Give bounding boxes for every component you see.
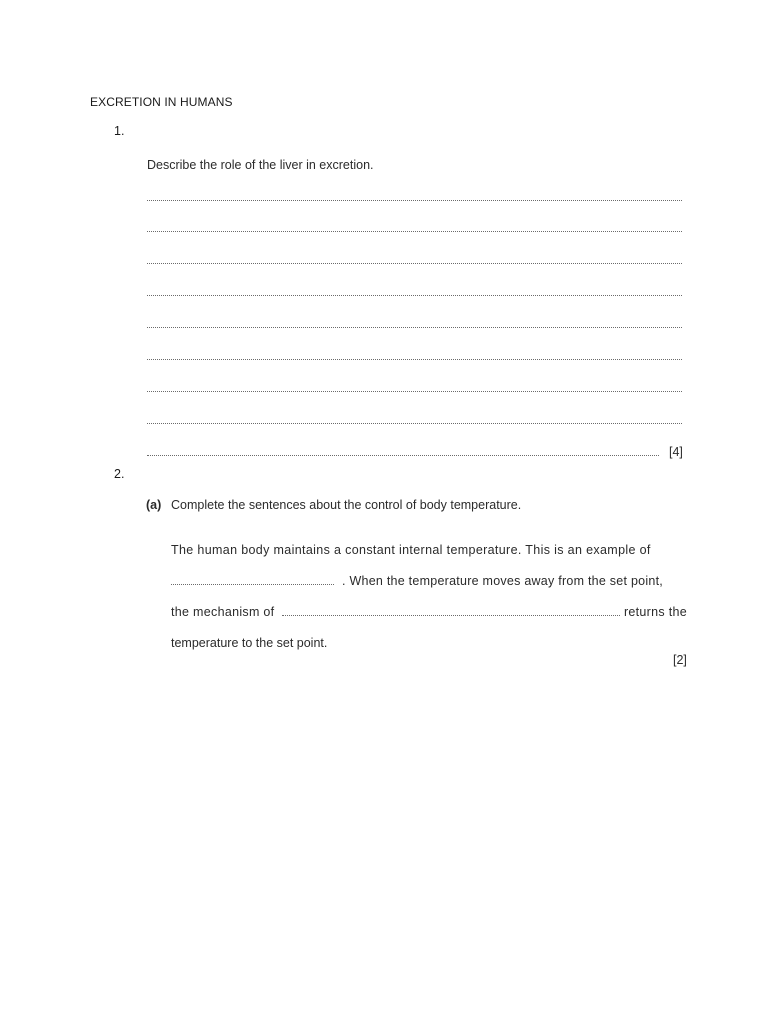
paragraph-line-1-text: The human body maintains a constant internal temperature. This is an example of	[171, 543, 651, 557]
answer-line-8[interactable]	[147, 423, 682, 424]
answer-line-2[interactable]	[147, 231, 682, 232]
answer-line-5[interactable]	[147, 327, 682, 328]
paragraph-line-4	[171, 636, 687, 650]
answer-line-1[interactable]	[147, 200, 682, 201]
question-1-marks: [4]	[669, 445, 683, 459]
answer-line-6[interactable]	[147, 359, 682, 360]
paragraph-line-3-end: returns the	[623, 605, 687, 619]
document-title: EXCRETION IN HUMANS	[90, 95, 233, 109]
paragraph-line-1	[171, 543, 687, 557]
paragraph-line-2-text: . When the temperature moves away from the set point,	[342, 574, 664, 588]
blank-2[interactable]	[282, 615, 620, 616]
answer-line-7[interactable]	[147, 391, 682, 392]
paragraph-line-2	[171, 574, 687, 588]
paragraph-line-3	[171, 605, 687, 619]
question-1-number: 1.	[114, 124, 125, 138]
question-2-marks: [2]	[673, 653, 687, 667]
question-1-prompt: Describe the role of the liver in excretion.	[147, 158, 374, 172]
part-a-label: (a)	[146, 498, 162, 512]
blank-1[interactable]	[171, 584, 334, 585]
answer-line-9[interactable]	[147, 455, 659, 456]
part-a-instruction: Complete the sentences about the control of body temperature.	[171, 498, 522, 512]
paragraph-line-4-text: temperature to the set point.	[171, 636, 328, 650]
answer-line-4[interactable]	[147, 295, 682, 296]
paragraph-line-3-start: the mechanism of	[171, 605, 275, 619]
answer-line-3[interactable]	[147, 263, 682, 264]
question-2-number: 2.	[114, 467, 125, 481]
